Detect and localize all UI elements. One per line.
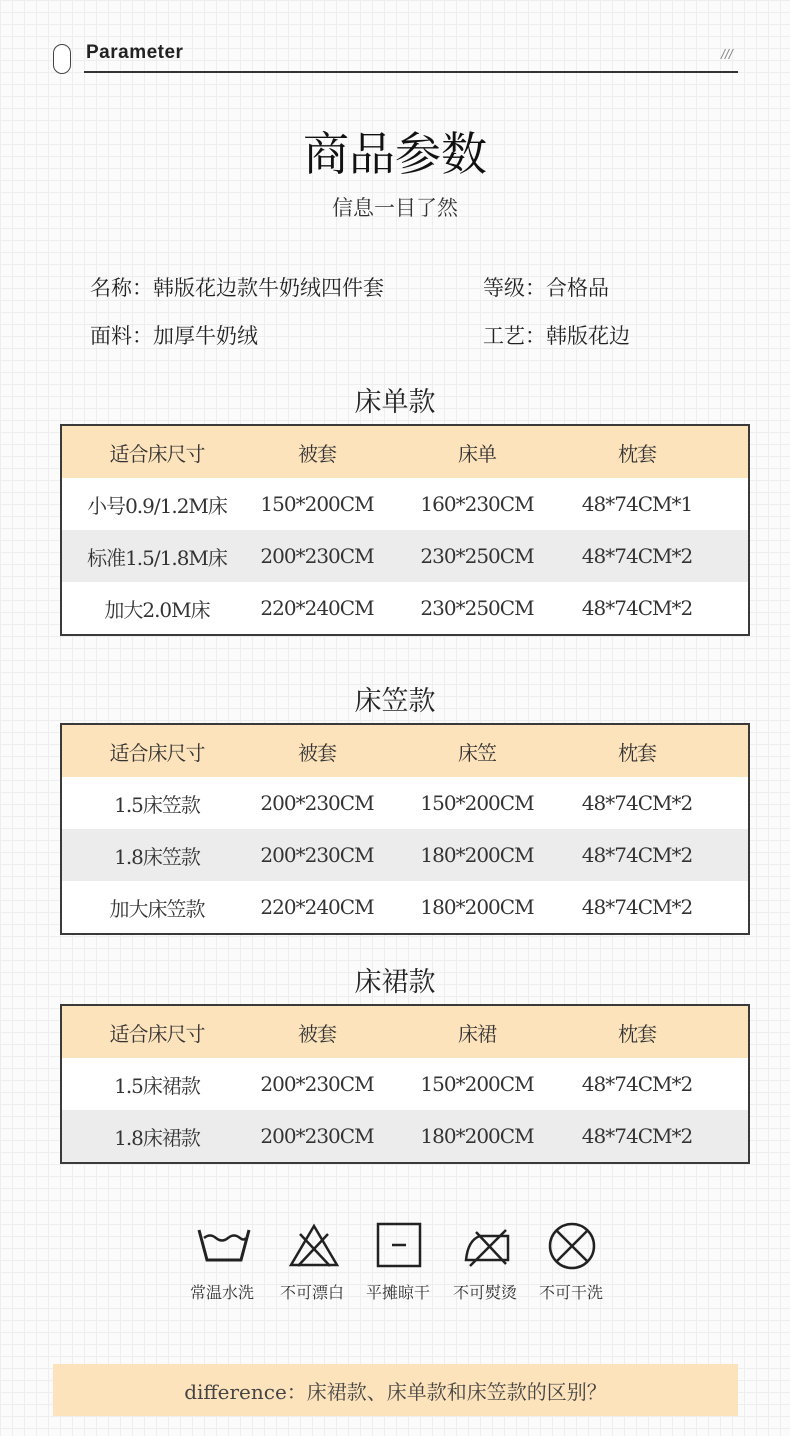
header-marks: ///: [721, 46, 733, 62]
table-row: [62, 478, 748, 530]
dry-flat-icon: [376, 1222, 422, 1268]
table-cell: 160*230CM: [420, 492, 534, 516]
info-craft: 工艺：韩版花边: [483, 324, 630, 348]
care-label: 不可漂白: [279, 1283, 344, 1302]
table-header-cell: 被套: [298, 1021, 336, 1046]
table-header-cell: 床裙: [458, 1021, 496, 1046]
page-subtitle: 信息一目了然: [332, 196, 458, 220]
table-header-cell: 床笠: [458, 740, 496, 765]
difference-banner: [53, 1364, 738, 1416]
table-header-cell: 枕套: [618, 740, 656, 765]
table-cell: 48*74CM*2: [581, 544, 693, 568]
care-label: 不可熨烫: [452, 1283, 517, 1302]
section-title-skirt: 床裙款: [354, 967, 436, 998]
table-row: [62, 777, 748, 829]
table-cell: 200*230CM: [260, 544, 374, 568]
info-fabric: 面料：加厚牛奶绒: [90, 324, 258, 348]
table-cell: 180*200CM: [420, 843, 534, 867]
info-name: 名称：韩版花边款牛奶绒四件套: [90, 276, 384, 300]
wash-tub-icon: [196, 1222, 252, 1268]
table-cell: 加大床笠款: [109, 896, 205, 921]
table-cell: 48*74CM*1: [581, 492, 693, 516]
table-cell: 200*230CM: [260, 791, 374, 815]
table-cell: 1.8床笠款: [114, 844, 200, 869]
info-grade: 等级：合格品: [483, 276, 609, 300]
table-cell: 1.5床裙款: [114, 1073, 200, 1098]
no-dry-clean-icon: [547, 1222, 597, 1272]
table-cell: 150*200CM: [260, 492, 374, 516]
page-title: 商品参数: [303, 127, 487, 181]
table-cell: 标准1.5/1.8M床: [87, 545, 227, 570]
table-cell: 200*230CM: [260, 843, 374, 867]
table-header-row: [62, 1006, 748, 1058]
care-label: 不可干洗: [538, 1283, 603, 1302]
table-cell: 48*74CM*2: [581, 596, 693, 620]
table-cell: 48*74CM*2: [581, 1072, 693, 1096]
table-row: [62, 829, 748, 881]
table-cell: 180*200CM: [420, 1124, 534, 1148]
header-divider: [84, 71, 738, 73]
table-cell: 150*200CM: [420, 791, 534, 815]
table-cell: 48*74CM*2: [581, 791, 693, 815]
table-row: [62, 1110, 748, 1162]
sheet-size-table: [60, 424, 750, 636]
care-label: 平摊晾干: [365, 1283, 430, 1302]
difference-text: difference：床裙款、床单款和床笠款的区别？: [184, 1379, 607, 1404]
table-cell: 1.8床裙款: [114, 1125, 200, 1150]
table-header-row: [62, 426, 748, 478]
header-pill-icon: [53, 44, 71, 74]
fitted-size-table: [60, 723, 750, 935]
table-row: [62, 881, 748, 933]
table-header-row: [62, 725, 748, 777]
section-title-fitted: 床笠款: [354, 686, 436, 717]
table-header-cell: 枕套: [618, 1021, 656, 1046]
header-title: Parameter: [86, 42, 184, 63]
skirt-size-table: [60, 1004, 750, 1164]
table-row: [62, 530, 748, 582]
table-header-cell: 适合床尺寸: [109, 1021, 205, 1046]
table-header-cell: 适合床尺寸: [109, 740, 205, 765]
table-header-cell: 枕套: [618, 441, 656, 466]
table-header-cell: 床单: [458, 441, 496, 466]
table-row: [62, 1058, 748, 1110]
table-cell: 48*74CM*2: [581, 843, 693, 867]
table-cell: 150*200CM: [420, 1072, 534, 1096]
table-header-cell: 适合床尺寸: [109, 441, 205, 466]
care-label: 常温水洗: [189, 1283, 254, 1302]
table-cell: 180*200CM: [420, 895, 534, 919]
table-cell: 48*74CM*2: [581, 895, 693, 919]
table-cell: 220*240CM: [260, 596, 374, 620]
table-cell: 220*240CM: [260, 895, 374, 919]
table-cell: 加大2.0M床: [104, 597, 210, 622]
table-header-cell: 被套: [298, 740, 336, 765]
table-cell: 1.5床笠款: [114, 792, 200, 817]
table-cell: 200*230CM: [260, 1072, 374, 1096]
section-title-sheet: 床单款: [354, 387, 436, 418]
table-cell: 230*250CM: [420, 544, 534, 568]
table-header-cell: 被套: [298, 441, 336, 466]
no-bleach-icon: [288, 1222, 340, 1268]
table-cell: 小号0.9/1.2M床: [87, 493, 227, 518]
table-cell: 230*250CM: [420, 596, 534, 620]
table-row: [62, 582, 748, 634]
no-iron-icon: [460, 1222, 514, 1268]
table-cell: 48*74CM*2: [581, 1124, 693, 1148]
table-cell: 200*230CM: [260, 1124, 374, 1148]
